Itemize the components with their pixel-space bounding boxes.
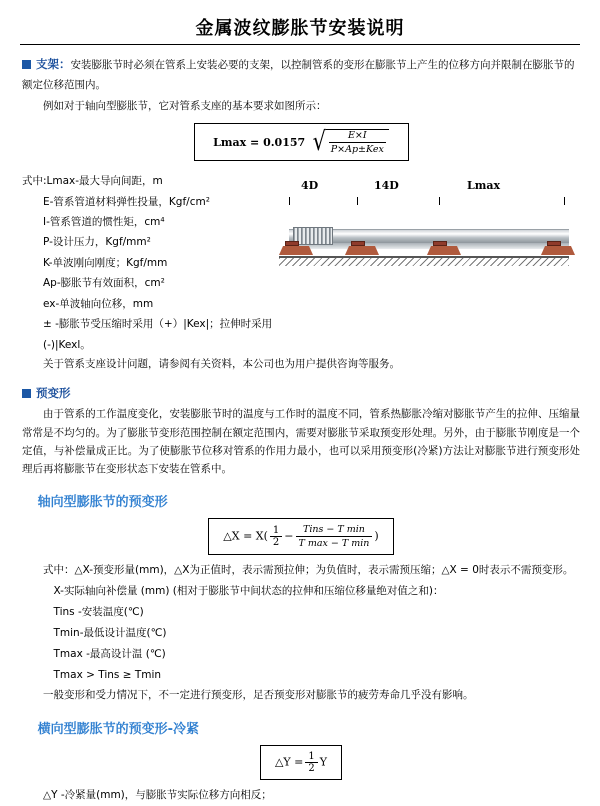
axial-item: Tmax > Tins ≥ Tmin xyxy=(53,669,162,682)
support-base xyxy=(279,246,313,255)
axial-item: X-实际轴向补偿量 (mm) (相对于膨胀节中间状态的拉伸和压缩位移量绝对值之和)： xyxy=(53,585,444,598)
axial-equation-lhs: △X = X( xyxy=(223,529,268,543)
legend-column xyxy=(22,165,277,355)
section-heading-support-text: 安装膨胀节时必须在管系上安装必要的支架，以控制管系的变形在膨胀节上产生的位移方向并限制在膨胀节的额定位移范围内。 xyxy=(22,59,575,91)
square-bullet-icon xyxy=(22,60,31,69)
axial-equation-frac-den: T max − T min xyxy=(298,537,370,549)
diagram-tick-row xyxy=(279,197,569,205)
formula-lmax-numerator: E×I xyxy=(329,130,386,143)
axial-equation-frac-num: Tins − T min xyxy=(296,524,373,537)
axial-note: 一般变形和受力情况下，不一定进行预变形，足否预变形对膨胀节的疲劳寿命几乎没有影响。 xyxy=(43,689,474,702)
support-note: 关于管系支座设计问题，请参阅有关资料，本公司也为用户提供咨询等服务。 xyxy=(43,358,400,371)
diagram-label-lmax: Lmax xyxy=(467,179,501,193)
diagram-tick xyxy=(357,197,358,205)
lateral-equation-half-den: 2 xyxy=(308,763,315,775)
legend-and-diagram xyxy=(22,165,580,355)
section-heading-support-label: 支架： xyxy=(36,57,71,71)
radical-sign-icon: √ xyxy=(312,127,327,158)
title-divider xyxy=(20,44,580,45)
legend-list xyxy=(22,171,277,355)
legend-item: K-单波刚向刚度；Kgf/mm xyxy=(43,256,168,269)
axial-equation-minus: − xyxy=(284,529,294,543)
diagram-tick xyxy=(439,197,440,205)
diagram-column xyxy=(277,165,580,289)
lateral-equation-half xyxy=(305,751,317,774)
axial-equation-half xyxy=(270,525,282,548)
axial-equation-half-den: 2 xyxy=(272,536,280,548)
support-base xyxy=(345,246,379,255)
axial-equation xyxy=(208,518,393,555)
legend-item: ± -膨胀节受压缩时采用（+）|Kex|；拉伸时采用(-)|Kexl。 xyxy=(43,318,273,351)
lateral-equation-lhs: △Y = xyxy=(274,755,304,769)
legend-item: E-管系管道材料弹性投量，Kgf/cm² xyxy=(43,195,210,208)
diagram-pipe-assembly xyxy=(279,207,569,269)
expansion-joint-diagram xyxy=(279,179,569,289)
diagram-tick xyxy=(289,197,290,205)
support-paragraph-2: 例如对于轴向型膨胀节，它对管系支座的基本要求如图所示： xyxy=(43,99,327,112)
legend-item: P-设计压力，Kgf/mm² xyxy=(43,236,151,249)
square-bullet-icon xyxy=(22,389,31,398)
formula-lmax-lhs: Lmax = 0.0157 xyxy=(213,135,306,149)
diagram-label-14d: 14D xyxy=(374,179,399,193)
axial-equation-fraction xyxy=(296,524,373,549)
pipe-support xyxy=(541,241,567,257)
diagram-dimension-labels xyxy=(279,179,569,197)
section-heading-predeform-label: 预变形 xyxy=(36,385,71,400)
axial-item: Tmax -最高设计温 (℃) xyxy=(53,648,166,661)
lateral-equation-half-num: 1 xyxy=(305,751,317,763)
legend-item: I-管系管道的惯性矩，cm⁴ xyxy=(43,216,165,228)
page-title: 金属波纹膨胀节安装说明 xyxy=(195,18,405,39)
axial-item: Tmin-最低设计温度(℃) xyxy=(53,627,167,640)
legend-item: ex-单波轴向位移，mm xyxy=(43,297,154,310)
pipe-support xyxy=(345,241,371,257)
subsection-heading-lateral: 横向型膨胀节的预变形-冷紧 xyxy=(37,722,199,738)
formula-lmax-fraction xyxy=(326,129,389,155)
document-content xyxy=(0,55,600,806)
pipe-support xyxy=(279,241,305,257)
lateral-equation-wrap xyxy=(22,745,580,780)
pipe-support xyxy=(427,241,453,257)
lateral-equation-rhs: Y xyxy=(319,755,328,769)
subsection-heading-axial: 轴向型膨胀节的预变形 xyxy=(37,494,168,510)
document-page xyxy=(0,14,600,802)
section-heading-support xyxy=(22,55,580,95)
axial-item: Tins -安装温度(℃) xyxy=(53,606,144,619)
lateral-equation xyxy=(260,745,342,780)
legend-item: Ap-膨胀节有效面积，cm² xyxy=(43,277,165,290)
section-heading-predeform xyxy=(22,384,580,404)
lateral-note: △Y -冷紧量(mm)，与膨胀节实际位移方向相反； xyxy=(43,789,272,802)
predeform-paragraph-1: 由于管系的工作温度变化，安装膨胀节时的温度与工作时的温度不同，管系热膨胀冷缩对膨胀节产生的拉伸、压缩量常常是不均匀的。为了膨胀节变形范围控制在额定范围内，需要对膨胀节采取预变形处理。另外，由于膨胀节刚度是一个定值，与补偿量成正比。为了使膨胀节位移对管系的作用力最小，也可以采用预变形(冷紧)方法让对膨胀节进行预变形处理后再将膨胀节在变形状态下安装在管系中。 xyxy=(22,408,580,476)
diagram-tick xyxy=(564,197,565,205)
legend-item: 式中:Lmax-最大导向间距，m xyxy=(22,175,163,188)
formula-lmax xyxy=(194,123,409,161)
formula-lmax-radical xyxy=(311,127,389,158)
axial-explanation: 式中：△X-预变形量(mm)，△X为正值时，表示需预拉伸；为负值时，表示需预压缩；△X = 0时表示不需预变形。 xyxy=(43,563,574,576)
axial-equation-wrap xyxy=(22,518,580,555)
support-base xyxy=(541,246,575,255)
support-base xyxy=(427,246,461,255)
ground-hatching xyxy=(279,258,569,266)
axial-equation-half-num: 1 xyxy=(270,525,282,537)
diagram-label-4d: 4D xyxy=(301,179,319,193)
axial-equation-rhs: ) xyxy=(374,529,379,543)
formula-lmax-denominator: P×Ap±Kex xyxy=(330,144,384,156)
